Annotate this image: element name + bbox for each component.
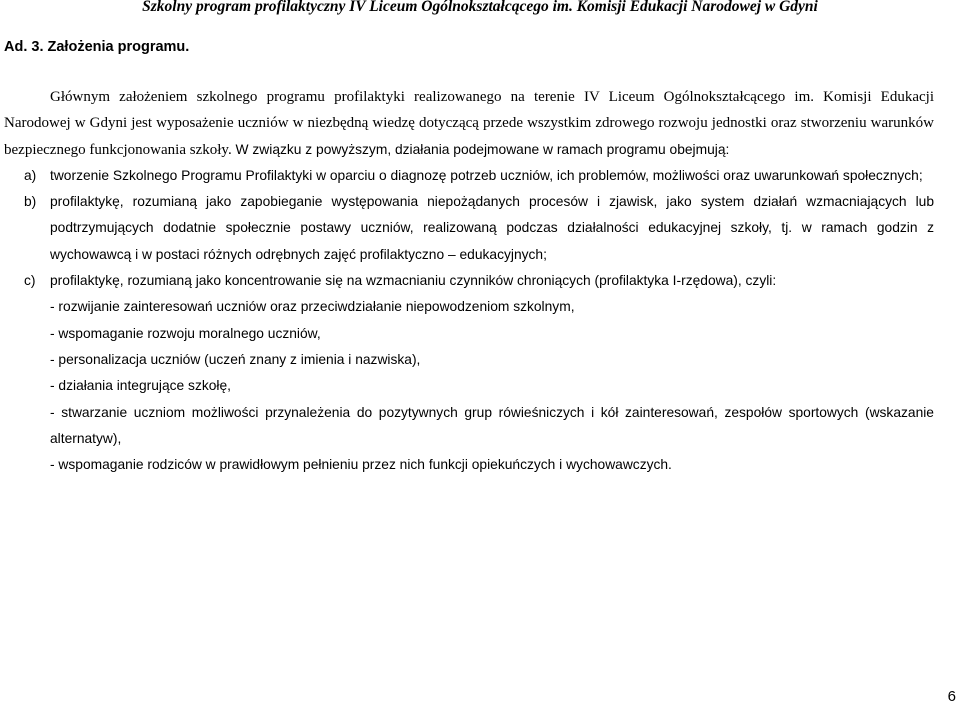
subitem: - rozwijanie zainteresowań uczniów oraz przeciwdziałanie niepowodzeniom szkolnym,: [50, 299, 575, 315]
section-title: Ad. 3. Założenia programu.: [4, 39, 190, 55]
intro-text-part2: W związku z powyższym, działania podejmowane w ramach programu obejmują:: [231, 141, 730, 157]
subitem: - personalizacja uczniów (uczeń znany z imienia i nazwiska),: [50, 351, 421, 367]
intro-text-part1: Głównym założeniem szkolnego programu profilaktyki realizowanego na terenie IV Liceum Ogólnokształcącego im. Komisji Edukacji Narodowej w Gdyni jest wyposażenie uczniów w niezbędną wiedzę dotyczącą przede wszystkim zdrowego rozwoju jednostki oraz stworzeniu warunków bezpiecznego funkcjonowania szkoły.: [4, 89, 934, 158]
list-marker: b): [24, 194, 37, 210]
subitem: - wspomaganie rozwoju moralnego uczniów,: [50, 325, 321, 341]
subitem: - stwarzanie uczniom możliwości przynależenia do pozytywnych grup rówieśniczych i kół zainteresowań, zespołów sportowych (wskazanie alternatyw),: [50, 404, 934, 446]
intro-paragraph: [4, 84, 934, 163]
body-text: [4, 84, 934, 478]
subitem: - wspomaganie rodziców w prawidłowym pełnieniu przez nich funkcji opiekuńczych i wychowawczych.: [50, 457, 672, 473]
subitem: - działania integrujące szkołę,: [50, 378, 231, 394]
list-item-c: [4, 268, 934, 294]
list-item-text: profilaktykę, rozumianą jako koncentrowanie się na wzmacnianiu czynników chroniących (profilaktyka I-rzędowa), czyli:: [50, 273, 777, 289]
running-header: Szkolny program profilaktyczny IV Liceum Ogólnokształcącego im. Komisji Edukacji Narodowej w Gdyni: [142, 0, 818, 15]
list-marker: c): [24, 273, 36, 289]
list-item-text: profilaktykę, rozumianą jako zapobieganie występowania niepożądanych procesów i zjawisk, jako system działań wzmacniających lub podtrzymujących dodatnie społecznie postawy uczniów, realizowaną podczas działalności edukacyjnej szkoły, tj. w ramach godzin z wychowawcą i w postaci różnych odrębnych zajęć profilaktyczno – edukacyjnych;: [50, 194, 934, 262]
list-item-b: [4, 189, 934, 268]
list-item-a: [4, 163, 934, 189]
list-item-text: tworzenie Szkolnego Programu Profilaktyki w oparciu o diagnozę potrzeb uczniów, ich problemów, możliwości oraz uwarunkowań społecznych;: [50, 167, 923, 183]
page-number: 6: [947, 688, 956, 705]
list-marker: a): [24, 167, 37, 183]
